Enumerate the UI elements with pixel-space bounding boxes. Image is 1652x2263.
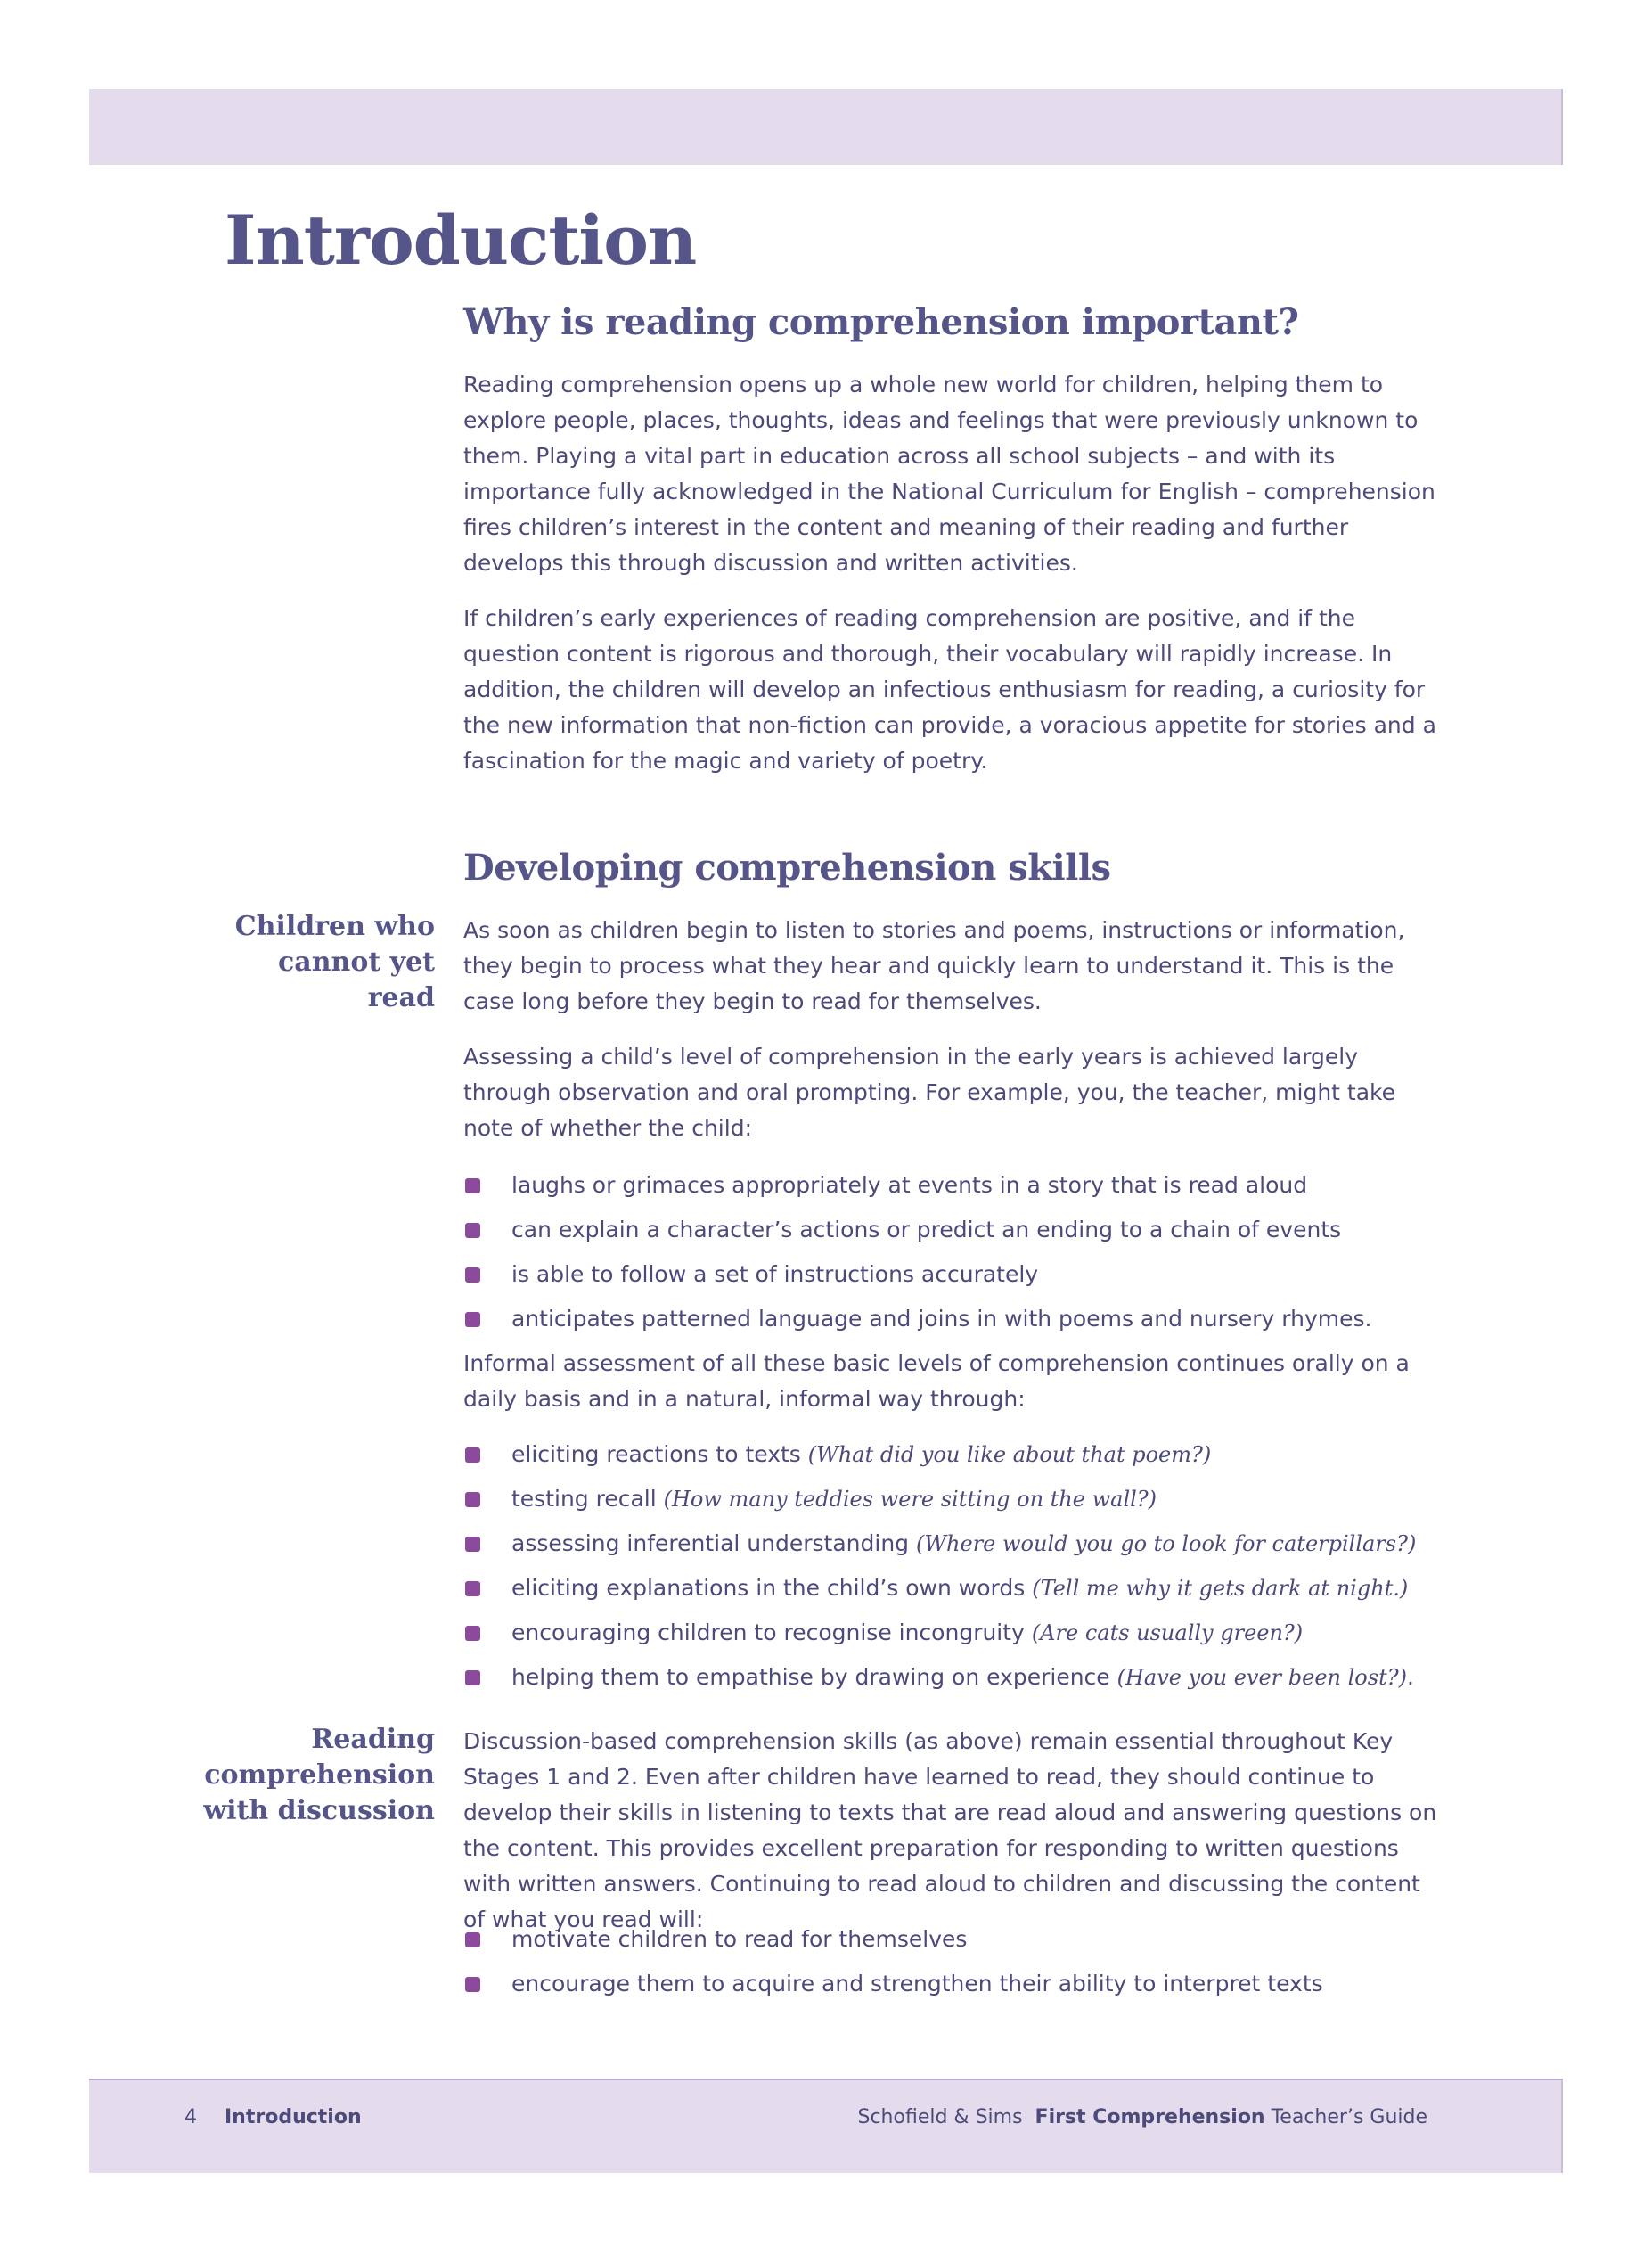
list-item: motivate children to read for themselves [463, 1922, 1488, 1966]
list-item: assessing inferential understanding (Where would you go to look for caterpillars?) [463, 1526, 1488, 1570]
footer-book-credit [858, 2103, 1428, 2132]
bullet-square-icon [465, 1581, 480, 1596]
bullet-square-icon [465, 1977, 480, 1992]
list-item: encouraging children to recognise incongruity (Are cats usually green?) [463, 1615, 1488, 1660]
list-item: testing recall (How many teddies were sitting on the wall?) [463, 1481, 1488, 1526]
intro-paragraph-1: Reading comprehension opens up a whole new world for children, helping them to explore people, places, thoughts, ideas and feelings that were previously unknown to them. Playing a vital part in education across all school subjects – and with its importance fully acknowledged in the National Curriculum for English – comprehension fires children’s interest in the content and meaning of their reading and further develops this through discussion and written activities. [463, 372, 1435, 576]
bullet-square-icon [465, 1670, 480, 1685]
bullet-square-icon [465, 1932, 480, 1947]
developing-paragraph-2: Assessing a child’s level of comprehension in the early years is achieved largely through observation and oral prompting. For example, you, the teacher, might take note of whether the child: [463, 1044, 1396, 1141]
footer-book-subtitle: Teacher’s Guide [1271, 2106, 1427, 2128]
bullet-square-icon [465, 1267, 480, 1283]
intro-paragraph-2: If children’s early experiences of reading comprehension are positive, and if the question content is rigorous and thorough, their vocabulary will rapidly increase. In addition, the children will develop an infectious enthusiasm for reading, a curiosity for the new information that non-fiction can provide, a voracious appetite for stories and a fascination for the magic and variety of poetry. [463, 605, 1436, 774]
list-item: anticipates patterned language and joins in with poems and nursery rhymes. [463, 1301, 1488, 1346]
footer-book-title: First Comprehension [1035, 2106, 1265, 2128]
discussion-paragraph: Discussion-based comprehension skills (as above) remain essential throughout Key Stages 1 and 2. Even after children have learned to read, they should continue to develop their skills in listening to texts that are read aloud and answering questions on the content. This provides excellent preparation for responding to written questions with written answers. Continuing to read aloud to children and discussing the content of what you read will: [463, 1728, 1437, 1932]
developing-paragraph-3: Informal assessment of all these basic levels of comprehension continues orally on a daily basis and in a natural, informal way through: [463, 1350, 1410, 1412]
page-title: Introduction [225, 201, 697, 280]
bullet-square-icon [465, 1537, 480, 1552]
list-item: eliciting reactions to texts (What did you like about that poem?) [463, 1437, 1488, 1481]
list-item: can explain a character’s actions or predict an ending to a chain of events [463, 1212, 1488, 1257]
list-item: helping them to empathise by drawing on experience (Have you ever been lost?). [463, 1660, 1488, 1704]
bullet-square-icon [465, 1492, 480, 1507]
list-item: laughs or grimaces appropriately at events in a story that is read aloud [463, 1168, 1488, 1212]
footer-page-number: 4 [184, 2106, 197, 2128]
observation-bullet-list [463, 1168, 1488, 1346]
footer-publisher: Schofield & Sims [857, 2106, 1023, 2128]
section-heading-developing-skills: Developing comprehension skills [463, 847, 1111, 889]
bullet-square-icon [465, 1178, 480, 1193]
sidebar-label-reading-with-discussion: Reading comprehension with discussion [203, 1724, 435, 1826]
list-item: eliciting explanations in the child’s own words (Tell me why it gets dark at night.) [463, 1570, 1488, 1615]
section-heading-why-important: Why is reading comprehension important? [463, 301, 1299, 343]
footer-section-title: Introduction [225, 2106, 362, 2128]
list-item: encourage them to acquire and strengthen their ability to interpret texts [463, 1966, 1488, 2011]
bullet-square-icon [465, 1223, 480, 1238]
sidebar-label-cannot-yet-read: Children who cannot yet read [234, 911, 435, 1013]
bullet-square-icon [465, 1447, 480, 1463]
bullet-square-icon [465, 1312, 480, 1327]
bullet-square-icon [465, 1626, 480, 1641]
informal-assessment-bullet-list [463, 1437, 1488, 1704]
discussion-bullet-list [463, 1922, 1488, 2011]
list-item: is able to follow a set of instructions accurately [463, 1257, 1488, 1301]
header-band [89, 89, 1563, 165]
developing-paragraph-1: As soon as children begin to listen to stories and poems, instructions or information, they begin to process what they hear and quickly learn to understand it. This is the case long before they begin to read for themselves. [463, 917, 1405, 1014]
